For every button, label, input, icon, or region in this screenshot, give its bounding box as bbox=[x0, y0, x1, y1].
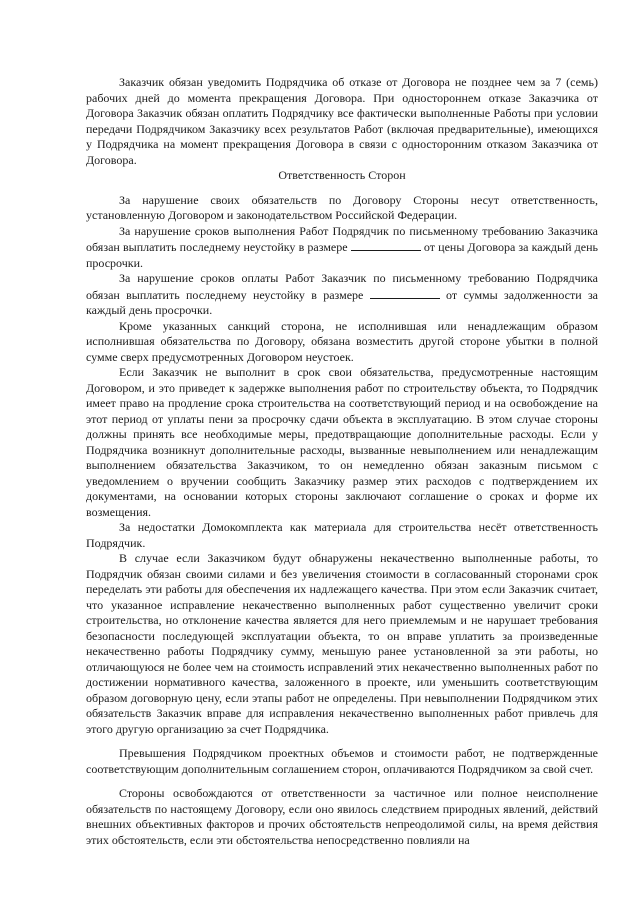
paragraph-poor-quality-work: В случае если Заказчиком будут обнаружены некачественно выполненные работы, то Подрядчик обязан своими силами и без увеличения стоимости в согласованный сторонами срок переделать эти работы для обеспечения их надлежащего качества. При этом если Заказчик считает, что указанное исправление некачественно выполненных работ существенно увеличит сроки строительства, но отклонение качества является для него приемлемым и не нарушает требования безопасности последующей эксплуатации объекта, то он вправе уплатить за произведенные некачественно работы Подрядчику сумму, меньшую ранее установленной за эти работы, но отличающуюся не более чем на стоимость исправлений этих некачественно выполненных работ по достижении нормативного качества, заложенного в проекте, или уменьшить соответствующим образом договорную цену, если этапы работ не определены. При невыполнении Подрядчиком этих обязательств Заказчик вправе для исправления некачественно выполненных работ привлечь для этого другую организацию за счет Подрядчика. bbox=[86, 551, 598, 736]
paragraph-force-majeure: Стороны освобождаются от ответственности за частичное или полное неисполнение обязательств по настоящему Договору, если оно явилось следствием природных явлений, действий внешних объективных факторов и прочих обстоятельств непреодолимой силы, на время действия этих обстоятельств, если эти обстоятельства непосредственно повлияли на bbox=[86, 786, 598, 847]
paragraph-customer-delay: Если Заказчик не выполнит в срок свои обязательства, предусмотренные настоящим Договором, и это приведет к задержке выполнения работ по строительству объекта, то Подрядчик имеет право на продление срока строительства на соответствующий период и на освобождение на этот период от уплаты пени за просрочку сдачи объекта в эксплуатацию. В этом случае стороны должны принять все необходимые меры, предотвращающие дополнительные расходы. Если у Подрядчика возникнут дополнительные расходы, вызванные невыполнением или ненадлежащим выполнением обязательства Заказчиком, то он немедленно обязан заказным письмом с уведомлением о вручении сообщить Заказчику размер этих расходов с подтверждением их документами, на основании которых стороны заключают соглашение о сроках и форме их возмещения. bbox=[86, 365, 598, 519]
paragraph-refusal-notice: Заказчик обязан уведомить Подрядчика об отказе от Договора не позднее чем за 7 (семь) рабочих дней до момента прекращения Договора. При одностороннем отказе Заказчика от Договора Заказчик обязан оплатить Подрядчику все фактически выполненные Работы при условии передачи Подрядчиком Заказчику всех результатов Работ (включая предварительные), имеющихся у Подрядчика на момент прекращения Договора в связи с односторонним отказом Заказчика от Договора. bbox=[86, 75, 598, 167]
paragraph-volume-excess: Превышения Подрядчиком проектных объемов и стоимости работ, не подтвержденные соответствующим дополнительным соглашением сторон, оплачиваются Подрядчиком за свой счет. bbox=[86, 746, 598, 776]
contractor-penalty-blank bbox=[351, 239, 421, 251]
paragraph-customer-penalty bbox=[86, 271, 598, 319]
section-heading: Ответственность Сторон bbox=[278, 168, 406, 182]
customer-penalty-text-end: от суммы задолженности за каждый день просрочки. bbox=[86, 287, 599, 317]
paragraph-liability-general: За нарушение своих обязательств по Договору Стороны несут ответственность, установленную Договором и законодательством Российской Федерации. bbox=[86, 192, 598, 222]
customer-penalty-blank bbox=[370, 287, 440, 299]
paragraph-contractor-penalty bbox=[86, 224, 598, 272]
document-body bbox=[86, 75, 598, 848]
customer-penalty-text: За нарушение сроков оплаты Работ Заказчик по письменному требованию Подрядчика обязан выплатить последнему неустойку в размере bbox=[86, 271, 598, 302]
paragraph-damages: Кроме указанных санкций сторона, не исполнившая или ненадлежащим образом исполнившая обязательства по Договору, обязана возместить другой стороне убытки в полной сумме сверх предусмотренных Договором неустоек. bbox=[86, 318, 598, 364]
paragraph-defects-liability: За недостатки Домокомплекта как материала для строительства несёт ответственность Подрядчик. bbox=[86, 520, 598, 550]
contractor-penalty-text: За нарушение сроков выполнения Работ Подрядчик по письменному требованию Заказчика обязан выплатить последнему неустойку в размере bbox=[86, 223, 598, 254]
contractor-penalty-text-end: от цены Договора за каждый день просрочки. bbox=[86, 240, 598, 270]
